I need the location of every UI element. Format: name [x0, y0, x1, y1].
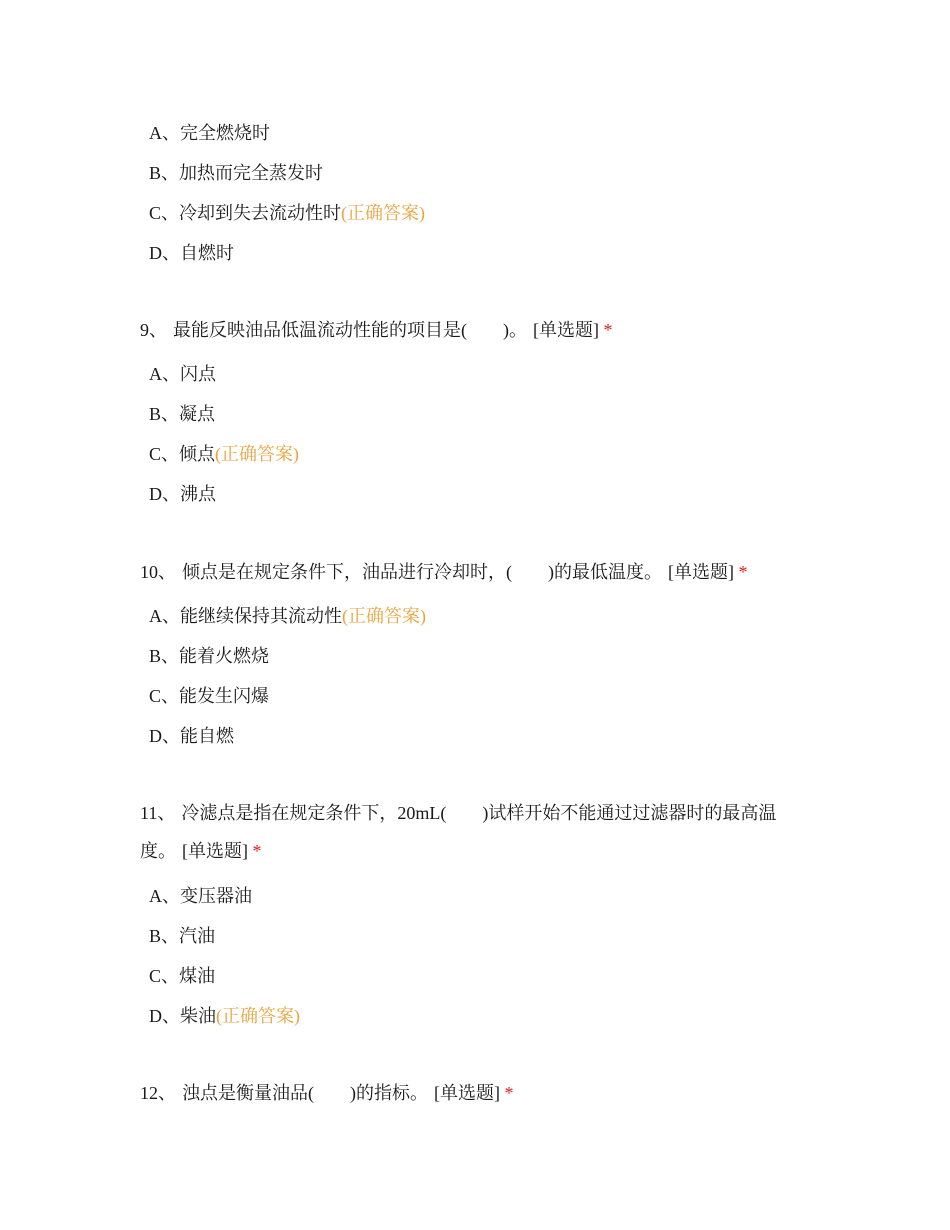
- correct-answer-tag: (正确答案): [341, 203, 426, 223]
- option-q11-b: B、汽油: [149, 926, 216, 946]
- option-q10-d: D、能自燃: [149, 726, 234, 746]
- option-q9-a: A、闪点: [149, 364, 216, 384]
- required-mark: *: [252, 841, 262, 861]
- question-9-title: 9、 最能反映油品低温流动性能的项目是( )。 [单选题] *: [140, 320, 613, 340]
- required-mark: *: [738, 562, 748, 582]
- option-q10-a: A、能继续保持其流动性(正确答案): [149, 606, 426, 626]
- required-mark: *: [504, 1083, 514, 1103]
- question-11-title: 11、 冷滤点是指在规定条件下，20mL( )试样开始不能通过过滤器时的最高温度。 [单选题] *: [140, 803, 777, 861]
- option-q10-c: C、能发生闪爆: [149, 686, 270, 706]
- question-12-title: 12、 浊点是衡量油品( )的指标。 [单选题] *: [140, 1083, 514, 1103]
- option-q9-d: D、沸点: [149, 484, 216, 504]
- option-q8-a: A、完全燃烧时: [149, 123, 270, 143]
- correct-answer-tag: (正确答案): [215, 444, 300, 464]
- option-q11-d: D、柴油(正确答案): [149, 1006, 300, 1026]
- option-q8-c: C、冷却到失去流动性时(正确答案): [149, 203, 426, 223]
- option-q9-b: B、凝点: [149, 404, 216, 424]
- option-q10-b: B、能着火燃烧: [149, 646, 270, 666]
- question-10-title: 10、 倾点是在规定条件下，油品进行冷却时，( )的最低温度。 [单选题] *: [140, 562, 748, 582]
- option-q9-c: C、倾点(正确答案): [149, 444, 300, 464]
- option-q11-c: C、煤油: [149, 966, 216, 986]
- option-q8-b: B、加热而完全蒸发时: [149, 163, 324, 183]
- correct-answer-tag: (正确答案): [216, 1006, 300, 1026]
- option-q8-d: D、自燃时: [149, 243, 234, 263]
- correct-answer-tag: (正确答案): [342, 606, 426, 626]
- required-mark: *: [603, 320, 613, 340]
- option-q11-a: A、变压器油: [149, 886, 252, 906]
